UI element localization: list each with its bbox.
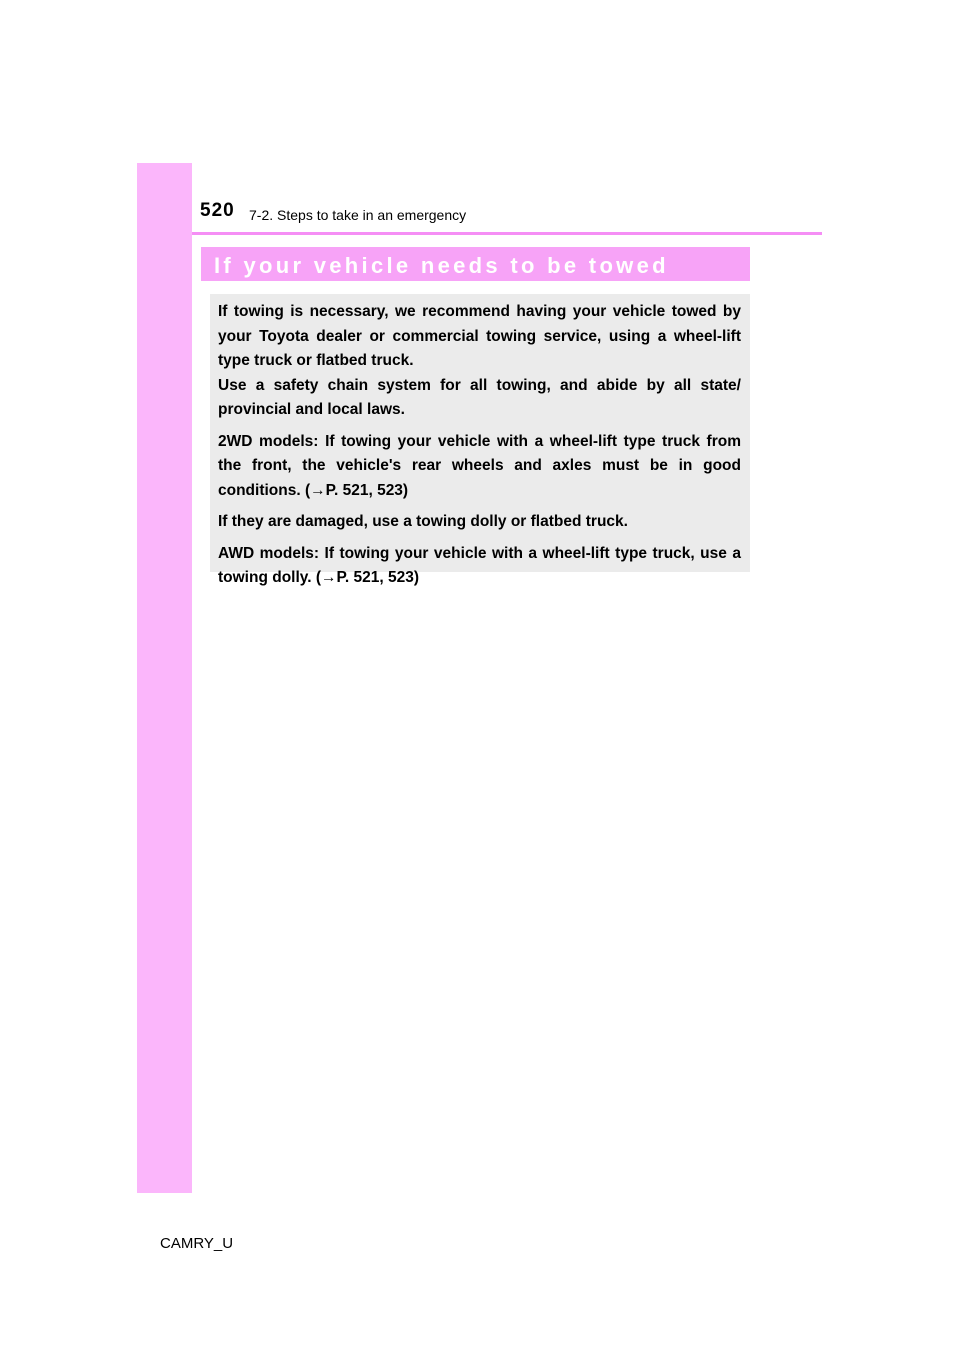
info-content — [218, 300, 741, 598]
info-paragraph-4: If they are damaged, use a towing dolly or flatbed truck. — [218, 513, 628, 530]
arrow-right-icon: → — [321, 569, 337, 586]
arrow-right-icon: → — [310, 481, 326, 499]
info-paragraph-3 — [218, 430, 741, 504]
info-paragraph-2: Use a safety chain system for all towing, and abide by all state/ provincial and local laws. — [218, 376, 741, 418]
info-paragraph-1: If towing is necessary, we recommend having your vehicle towed by your Toyota dealer or commercial towing service, using a wheel-lift type truck or flatbed truck. — [218, 303, 741, 369]
document-code: CAMRY_U — [160, 1235, 234, 1252]
title-bar — [201, 247, 750, 281]
info-paragraph-5-text: AWD models: If towing your vehicle with a wheel-lift type truck, use a towing dolly. ( — [218, 544, 741, 586]
info-paragraph-5 — [218, 542, 741, 591]
section-title: 7-2. Steps to take in an emergency — [249, 207, 467, 223]
page-title: If your vehicle needs to be towed — [214, 253, 669, 278]
page-reference-link[interactable]: P. 521, 523) — [325, 481, 409, 499]
page-number: 520 — [200, 200, 235, 221]
header-rule — [192, 232, 822, 235]
chapter-side-tab — [137, 163, 192, 1193]
info-box — [210, 294, 750, 586]
page-reference-link[interactable]: P. 521, 523) — [336, 569, 419, 586]
info-paragraph-3-text: 2WD models: If towing your vehicle with a wheel-lift type truck from the front, the vehicle's rear wheels and axles must be in good conditions. ( — [218, 432, 741, 499]
